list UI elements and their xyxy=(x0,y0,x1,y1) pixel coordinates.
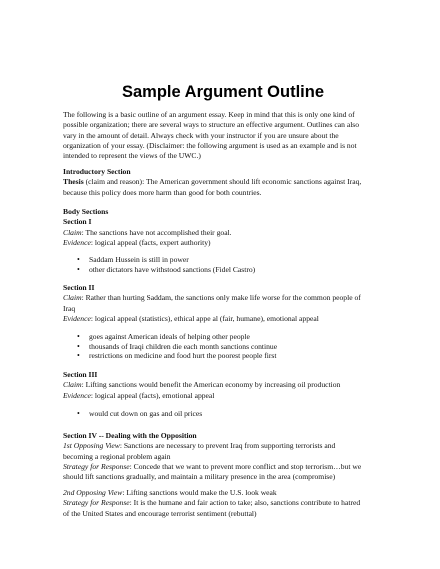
list-item: • thousands of Iraqi children die each month sanctions continue xyxy=(63,342,383,352)
claim-text: : Lifting sanctions would benefit the American economy by increasing oil production xyxy=(81,380,341,390)
opposing-view-1 xyxy=(63,441,383,451)
opposing-view-2 xyxy=(63,488,383,498)
claim-text: : Rather than hurting Saddam, the sanctions only make life worse for the common people of xyxy=(81,293,361,303)
page-title: Sample Argument Outline xyxy=(122,83,324,101)
section-heading: Section IV -- Dealing with the Opposition xyxy=(63,431,197,440)
strategy-text: : Concede that we want to prevent more conflict and stop terrorism…but we xyxy=(129,461,362,471)
section-4 xyxy=(63,431,383,482)
list-item: • restrictions on medicine and food hurt the poorest people first xyxy=(63,351,383,361)
list-item: • Saddam Hussein is still in power xyxy=(63,255,383,265)
thesis-label: Thesis xyxy=(63,177,84,187)
section-2 xyxy=(63,283,383,324)
evidence-label: Evidence xyxy=(63,237,91,247)
list-item: • other dictators have withstood sanctions (Fidel Castro) xyxy=(63,265,383,275)
section-4-view-2 xyxy=(63,488,383,519)
introductory-section xyxy=(63,167,383,198)
evidence-line xyxy=(63,314,383,324)
claim-line-2: Iraq xyxy=(63,303,76,313)
evidence-label: Evidence xyxy=(63,313,91,323)
claim-line xyxy=(63,228,383,238)
claim-label: Claim xyxy=(63,380,82,390)
strategy-2-line-2: of the United States and encourage terrorist sentiment (rebuttal) xyxy=(63,508,257,518)
evidence-text: : logical appeal (facts), emotional appeal xyxy=(90,390,215,400)
section-heading: Section II xyxy=(63,283,95,292)
intro-paragraph xyxy=(63,110,383,161)
strategy-label: Strategy for Response xyxy=(63,498,130,508)
section-heading: Section I xyxy=(63,217,92,227)
strategy-text: : It is the humane and fair action to take; also, sanctions contribute to hatred xyxy=(129,498,361,508)
intro-line: vary in the amount of detail. Always check with your instructor if you are unsure about the xyxy=(63,130,339,140)
strategy-label: Strategy for Response xyxy=(63,461,130,471)
opposing-view-text: : Sanctions are necessary to prevent Iraq from supporting terrorists and xyxy=(119,441,336,451)
opposing-view-label: 1st Opposing View xyxy=(63,441,120,451)
strategy-1 xyxy=(63,462,383,472)
intro-line: The following is a basic outline of an argument essay. Keep in mind that this is only one kind of xyxy=(63,110,355,119)
list-item: • goes against American ideals of helping other people xyxy=(63,332,383,342)
opposing-view-label: 2nd Opposing View xyxy=(63,488,123,497)
section-2-bullets xyxy=(63,332,383,361)
section-1-bullets xyxy=(63,255,383,274)
section-3 xyxy=(63,370,383,401)
intro-line: intended to represent the views of the UWC.) xyxy=(63,151,201,161)
claim-line xyxy=(63,293,383,303)
intro-line: possible organization; there are several ways to structure an effective argument. Outlines can also xyxy=(63,120,360,130)
list-item: • would cut down on gas and oil prices xyxy=(63,409,383,419)
section-3-bullets xyxy=(63,409,383,419)
claim-label: Claim xyxy=(63,293,82,303)
thesis-text: (claim and reason): The American government should lift economic sanctions against Iraq, xyxy=(83,177,362,187)
thesis-line-2: because this policy does more harm than good for both countries. xyxy=(63,187,262,197)
strategy-2 xyxy=(63,498,383,508)
section-1 xyxy=(63,207,383,248)
claim-label: Claim xyxy=(63,227,82,237)
thesis-line xyxy=(63,177,383,187)
evidence-text: : logical appeal (facts, expert authority) xyxy=(90,237,211,247)
evidence-line xyxy=(63,391,383,401)
section-heading: Introductory Section xyxy=(63,167,131,176)
evidence-line xyxy=(63,238,383,248)
opposing-view-1-line-2: becoming a regional problem again xyxy=(63,451,171,461)
section-heading: Section III xyxy=(63,370,98,379)
claim-text: : The sanctions have not accomplished their goal. xyxy=(81,227,232,237)
opposing-view-text: : Lifting sanctions would make the U.S. look weak xyxy=(122,488,277,497)
intro-line: organization of your essay. (Disclaimer: the following argument is used as an example and is not xyxy=(63,140,357,150)
evidence-text: : logical appeal (statistics), ethical appe al (fair, humane), emotional appeal xyxy=(90,313,319,323)
claim-line xyxy=(63,380,383,390)
evidence-label: Evidence xyxy=(63,390,91,400)
strategy-1-line-2: should lift sanctions gradually, and maintain a military presence in the area (compromise) xyxy=(63,472,336,482)
body-sections-heading: Body Sections xyxy=(63,207,109,216)
